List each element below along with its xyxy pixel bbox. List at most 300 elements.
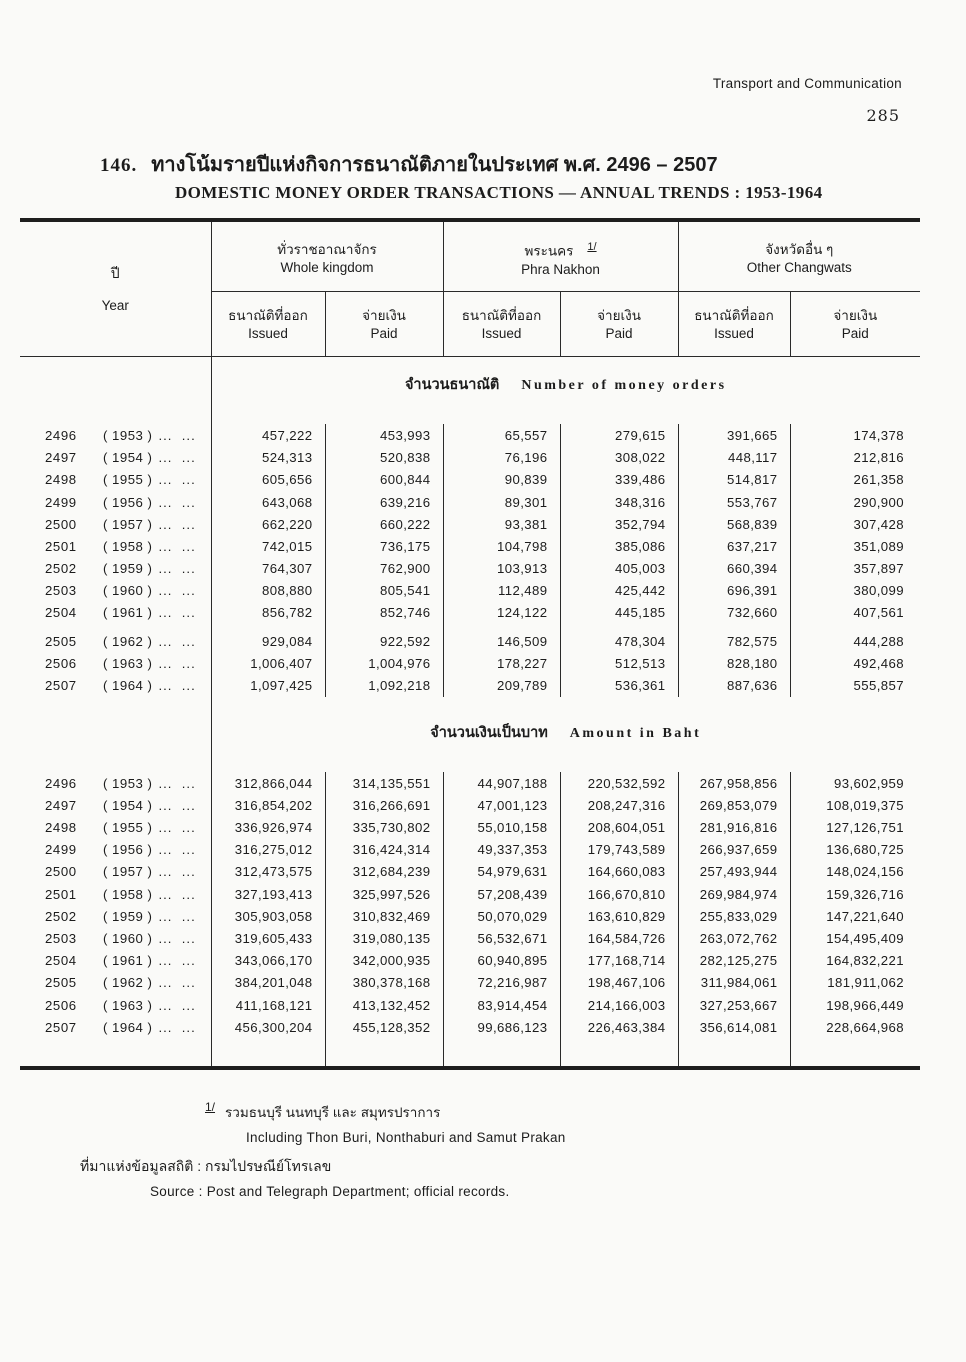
table-row: [20, 469, 920, 491]
year-be: 2507: [45, 1019, 77, 1035]
value-cell: 1,092,218: [325, 675, 443, 697]
spacer-cell: [211, 1038, 325, 1068]
value-cell: 342,000,935: [325, 950, 443, 972]
value-cell: 660,394: [678, 558, 790, 580]
value-cell: 316,266,691: [325, 794, 443, 816]
leader-dots: ... ...: [158, 678, 196, 694]
value-cell: 425,442: [560, 580, 678, 602]
leader-dots: ... ...: [158, 427, 196, 443]
year-ad: ( 1961 ): [103, 953, 153, 969]
subheader-wk-issued: ธนาณัติที่ออก Issued: [211, 291, 325, 356]
value-cell: 198,467,106: [560, 972, 678, 994]
table-title-thai: [100, 148, 718, 180]
subheader-wk-paid: จ่ายเงิน Paid: [325, 291, 443, 356]
year-ad: ( 1959 ): [103, 908, 153, 924]
value-cell: 307,428: [790, 513, 920, 535]
year-cell: [20, 883, 211, 905]
value-cell: 319,605,433: [211, 927, 325, 949]
value-cell: 352,794: [560, 513, 678, 535]
value-cell: 448,117: [678, 447, 790, 469]
year-ad: ( 1963 ): [103, 656, 153, 672]
value-cell: 457,222: [211, 424, 325, 446]
value-cell: 335,730,802: [325, 816, 443, 838]
value-cell: 762,900: [325, 558, 443, 580]
leader-dots: ... ...: [158, 605, 196, 621]
value-cell: 179,743,589: [560, 839, 678, 861]
value-cell: 856,782: [211, 602, 325, 624]
footnote-reference: 1/: [587, 241, 597, 253]
table-row: [20, 861, 920, 883]
value-cell: 312,684,239: [325, 861, 443, 883]
leader-dots: ... ...: [158, 583, 196, 599]
year-ad: ( 1960 ): [103, 930, 153, 946]
table-row: [20, 580, 920, 602]
value-cell: 478,304: [560, 624, 678, 653]
value-cell: 76,196: [443, 447, 560, 469]
value-cell: 325,997,526: [325, 883, 443, 905]
year-ad: ( 1958 ): [103, 886, 153, 902]
value-cell: 553,767: [678, 491, 790, 513]
leader-dots: ... ...: [158, 775, 196, 791]
group-other-changwats-thai: จังหวัดอื่น ๆ: [765, 242, 834, 258]
spacer-cell: [443, 1038, 560, 1068]
year-cell: [20, 469, 211, 491]
year-cell: [20, 447, 211, 469]
value-cell: 852,746: [325, 602, 443, 624]
table-row: [20, 447, 920, 469]
value-cell: 261,358: [790, 469, 920, 491]
section-heading-spacer: [20, 697, 211, 772]
leader-dots: ... ...: [158, 450, 196, 466]
subheader-pn-paid: จ่ายเงิน Paid: [560, 291, 678, 356]
year-be: 2505: [45, 634, 77, 650]
table-title-english: DOMESTIC MONEY ORDER TRANSACTIONS — ANNUAL TRENDS : 1953-1964: [175, 183, 823, 202]
group-header-other-changwats: [678, 220, 920, 291]
value-cell: 1,097,425: [211, 675, 325, 697]
year-ad: ( 1954 ): [103, 450, 153, 466]
leader-dots: ... ...: [158, 538, 196, 554]
value-cell: 696,391: [678, 580, 790, 602]
leader-dots: ... ...: [158, 634, 196, 650]
leader-dots: ... ...: [158, 930, 196, 946]
year-be: 2501: [45, 886, 77, 902]
leader-dots: ... ...: [158, 842, 196, 858]
table-row: [20, 905, 920, 927]
value-cell: 93,602,959: [790, 772, 920, 794]
value-cell: 380,099: [790, 580, 920, 602]
year-ad: ( 1960 ): [103, 583, 153, 599]
title-thai-text: ทางโน้มรายปีแห่งกิจการธนาณัติภายในประเทศ พ.ศ. 2496 – 2507: [151, 154, 718, 176]
value-cell: 311,984,061: [678, 972, 790, 994]
value-cell: 178,227: [443, 653, 560, 675]
value-cell: 55,010,158: [443, 816, 560, 838]
value-cell: 384,201,048: [211, 972, 325, 994]
year-cell: [20, 653, 211, 675]
table-bottom-spacer: [20, 1038, 920, 1068]
value-cell: 316,275,012: [211, 839, 325, 861]
year-header-thai: ปี: [110, 264, 120, 281]
value-cell: 929,084: [211, 624, 325, 653]
value-cell: 166,670,810: [560, 883, 678, 905]
table-row: [20, 602, 920, 624]
leader-dots: ... ...: [158, 797, 196, 813]
value-cell: 385,086: [560, 535, 678, 557]
leader-dots: ... ...: [158, 494, 196, 510]
year-cell: [20, 675, 211, 697]
value-cell: 405,003: [560, 558, 678, 580]
table-row: [20, 772, 920, 794]
value-cell: 922,592: [325, 624, 443, 653]
value-cell: 83,914,454: [443, 994, 560, 1016]
value-cell: 536,361: [560, 675, 678, 697]
table-row: [20, 513, 920, 535]
value-cell: 600,844: [325, 469, 443, 491]
table-row: [20, 950, 920, 972]
value-cell: 266,937,659: [678, 839, 790, 861]
value-cell: 112,489: [443, 580, 560, 602]
value-cell: 316,424,314: [325, 839, 443, 861]
value-cell: 453,993: [325, 424, 443, 446]
value-cell: 127,126,751: [790, 816, 920, 838]
year-cell: [20, 1016, 211, 1038]
value-cell: 736,175: [325, 535, 443, 557]
year-cell: [20, 972, 211, 994]
value-cell: 146,509: [443, 624, 560, 653]
year-cell: [20, 424, 211, 446]
value-cell: 47,001,123: [443, 794, 560, 816]
value-cell: 492,468: [790, 653, 920, 675]
year-be: 2507: [45, 678, 77, 694]
leader-dots: ... ...: [158, 516, 196, 532]
source-thai: ที่มาแห่งข้อมูลสถิติ : กรมไปรษณีย์โทรเลข: [80, 1158, 332, 1174]
year-ad: ( 1959 ): [103, 561, 153, 577]
group-header-row: [20, 220, 920, 291]
table-row: [20, 653, 920, 675]
year-be: 2504: [45, 605, 77, 621]
year-be: 2499: [45, 842, 77, 858]
value-cell: 305,903,058: [211, 905, 325, 927]
year-be: 2501: [45, 538, 77, 554]
value-cell: 808,880: [211, 580, 325, 602]
group-whole-kingdom-english: Whole kingdom: [280, 260, 374, 276]
year-cell: [20, 602, 211, 624]
value-cell: 290,900: [790, 491, 920, 513]
spacer-cell: [678, 1038, 790, 1068]
value-cell: 177,168,714: [560, 950, 678, 972]
value-cell: 351,089: [790, 535, 920, 557]
money-order-table: [20, 218, 920, 1070]
group-header-whole-kingdom: [211, 220, 443, 291]
group-phra-nakhon-english: Phra Nakhon: [521, 261, 600, 277]
value-cell: 732,660: [678, 602, 790, 624]
value-cell: 174,378: [790, 424, 920, 446]
spacer-cell: [790, 1038, 920, 1068]
year-be: 2498: [45, 820, 77, 835]
value-cell: 316,854,202: [211, 794, 325, 816]
year-ad: ( 1956 ): [103, 842, 153, 858]
year-cell: [20, 905, 211, 927]
year-cell: [20, 927, 211, 949]
value-cell: 220,532,592: [560, 772, 678, 794]
value-cell: 90,839: [443, 469, 560, 491]
leader-dots: ... ...: [158, 656, 196, 672]
year-be: 2499: [45, 494, 77, 510]
year-be: 2504: [45, 953, 77, 969]
value-cell: 281,916,816: [678, 816, 790, 838]
year-ad: ( 1962 ): [103, 634, 153, 650]
value-cell: 104,798: [443, 535, 560, 557]
section-heading: [211, 697, 920, 772]
value-cell: 356,614,081: [678, 1016, 790, 1038]
footnote-english: Including Thon Buri, Nonthaburi and Samut Prakan: [246, 1130, 566, 1145]
leader-dots: ... ...: [158, 1019, 196, 1035]
table-row: [20, 994, 920, 1016]
year-column-header: [20, 220, 211, 357]
page-number: 285: [866, 106, 900, 125]
value-cell: 255,833,029: [678, 905, 790, 927]
table-row: [20, 839, 920, 861]
value-cell: 257,493,944: [678, 861, 790, 883]
year-ad: ( 1964 ): [103, 678, 153, 694]
section-heading-row: [20, 697, 920, 772]
value-cell: 164,660,083: [560, 861, 678, 883]
year-be: 2496: [45, 427, 77, 443]
year-be: 2502: [45, 561, 77, 577]
year-be: 2503: [45, 930, 77, 946]
value-cell: 555,857: [790, 675, 920, 697]
table-row: [20, 816, 920, 838]
table-row: [20, 424, 920, 446]
value-cell: 805,541: [325, 580, 443, 602]
year-ad: ( 1954 ): [103, 797, 153, 813]
year-cell: [20, 772, 211, 794]
value-cell: 764,307: [211, 558, 325, 580]
value-cell: 226,463,384: [560, 1016, 678, 1038]
year-be: 2505: [45, 975, 77, 991]
value-cell: 660,222: [325, 513, 443, 535]
subheader-oc-paid: จ่ายเงิน Paid: [790, 291, 920, 356]
year-cell: [20, 491, 211, 513]
chapter-header: Transport and Communication: [712, 76, 902, 91]
year-ad: ( 1962 ): [103, 975, 153, 991]
year-cell: [20, 558, 211, 580]
year-ad: ( 1963 ): [103, 997, 153, 1013]
value-cell: 310,832,469: [325, 905, 443, 927]
year-be: 2503: [45, 583, 77, 599]
year-cell: [20, 816, 211, 838]
value-cell: 208,604,051: [560, 816, 678, 838]
footnote-thai: 1/ รวมธนบุรี นนทบุรี และ สมุทรปราการ: [205, 1100, 441, 1120]
year-ad: ( 1958 ): [103, 538, 153, 554]
value-cell: 312,866,044: [211, 772, 325, 794]
year-be: 2502: [45, 908, 77, 924]
group-phra-nakhon-thai: พระนคร: [524, 243, 574, 259]
year-be: 2497: [45, 450, 77, 466]
year-cell: [20, 535, 211, 557]
value-cell: 639,216: [325, 491, 443, 513]
table-row: [20, 927, 920, 949]
value-cell: 136,680,725: [790, 839, 920, 861]
value-cell: 568,839: [678, 513, 790, 535]
year-ad: ( 1957 ): [103, 864, 153, 880]
year-be: 2497: [45, 797, 77, 813]
value-cell: 93,381: [443, 513, 560, 535]
year-ad: ( 1957 ): [103, 516, 153, 532]
value-cell: 643,068: [211, 491, 325, 513]
section-heading-thai: จำนวนเงินเป็นบาท: [430, 725, 548, 742]
table-row: [20, 1016, 920, 1038]
table-body: [20, 357, 920, 1068]
year-be: 2500: [45, 516, 77, 532]
value-cell: 279,615: [560, 424, 678, 446]
group-other-changwats-english: Other Changwats: [746, 260, 852, 276]
value-cell: 327,193,413: [211, 883, 325, 905]
table-row: [20, 794, 920, 816]
value-cell: 57,208,439: [443, 883, 560, 905]
value-cell: 164,832,221: [790, 950, 920, 972]
value-cell: 1,006,407: [211, 653, 325, 675]
value-cell: 343,066,170: [211, 950, 325, 972]
footnote-mark: 1/: [205, 1100, 216, 1114]
year-be: 2496: [45, 775, 77, 791]
section-heading-spacer: [20, 357, 211, 425]
year-cell: [20, 839, 211, 861]
value-cell: 312,473,575: [211, 861, 325, 883]
section-heading-row: [20, 357, 920, 425]
value-cell: 65,557: [443, 424, 560, 446]
value-cell: 124,122: [443, 602, 560, 624]
subheader-pn-issued: ธนาณัติที่ออก Issued: [443, 291, 560, 356]
subheader-oc-issued: ธนาณัติที่ออก Issued: [678, 291, 790, 356]
year-ad: ( 1956 ): [103, 494, 153, 510]
table-row: [20, 675, 920, 697]
value-cell: 212,816: [790, 447, 920, 469]
leader-dots: ... ...: [158, 953, 196, 969]
value-cell: 520,838: [325, 447, 443, 469]
value-cell: 605,656: [211, 469, 325, 491]
year-be: 2506: [45, 656, 77, 672]
spacer-cell: [325, 1038, 443, 1068]
value-cell: 380,378,168: [325, 972, 443, 994]
value-cell: 164,584,726: [560, 927, 678, 949]
leader-dots: ... ...: [158, 886, 196, 902]
table-row: [20, 535, 920, 557]
value-cell: 103,913: [443, 558, 560, 580]
year-cell: [20, 950, 211, 972]
value-cell: 148,024,156: [790, 861, 920, 883]
table-row: [20, 883, 920, 905]
table-row: [20, 491, 920, 513]
group-header-phra-nakhon: [443, 220, 678, 291]
source-english: Source : Post and Telegraph Department; official records.: [150, 1184, 510, 1199]
value-cell: 348,316: [560, 491, 678, 513]
section-heading-english: Amount in Baht: [569, 726, 702, 742]
value-cell: 308,022: [560, 447, 678, 469]
value-cell: 72,216,987: [443, 972, 560, 994]
year-cell: [20, 580, 211, 602]
year-be: 2506: [45, 997, 77, 1013]
value-cell: 282,125,275: [678, 950, 790, 972]
value-cell: 208,247,316: [560, 794, 678, 816]
value-cell: 662,220: [211, 513, 325, 535]
value-cell: 455,128,352: [325, 1016, 443, 1038]
year-be: 2500: [45, 864, 77, 880]
leader-dots: ... ...: [158, 472, 196, 488]
year-cell: [20, 513, 211, 535]
value-cell: 637,217: [678, 535, 790, 557]
value-cell: 163,610,829: [560, 905, 678, 927]
leader-dots: ... ...: [158, 975, 196, 991]
value-cell: 782,575: [678, 624, 790, 653]
leader-dots: ... ...: [158, 908, 196, 924]
value-cell: 269,984,974: [678, 883, 790, 905]
value-cell: 54,979,631: [443, 861, 560, 883]
value-cell: 407,561: [790, 602, 920, 624]
value-cell: 327,253,667: [678, 994, 790, 1016]
year-cell: [20, 861, 211, 883]
spacer-cell: [20, 1038, 211, 1068]
value-cell: 314,135,551: [325, 772, 443, 794]
value-cell: 56,532,671: [443, 927, 560, 949]
leader-dots: ... ...: [158, 997, 196, 1013]
value-cell: 44,907,188: [443, 772, 560, 794]
value-cell: 512,513: [560, 653, 678, 675]
value-cell: 357,897: [790, 558, 920, 580]
value-cell: 445,185: [560, 602, 678, 624]
value-cell: 336,926,974: [211, 816, 325, 838]
table-row: [20, 624, 920, 653]
section-heading-english: Number of money orders: [521, 378, 727, 394]
leader-dots: ... ...: [158, 864, 196, 880]
table-row: [20, 558, 920, 580]
leader-dots: ... ...: [158, 820, 196, 835]
value-cell: 181,911,062: [790, 972, 920, 994]
year-header-english: Year: [101, 297, 129, 313]
year-cell: [20, 794, 211, 816]
value-cell: 413,132,452: [325, 994, 443, 1016]
table-number: 146.: [100, 155, 138, 176]
year-ad: ( 1955 ): [103, 472, 153, 488]
value-cell: 263,072,762: [678, 927, 790, 949]
value-cell: 411,168,121: [211, 994, 325, 1016]
value-cell: 887,636: [678, 675, 790, 697]
value-cell: 214,166,003: [560, 994, 678, 1016]
value-cell: 108,019,375: [790, 794, 920, 816]
value-cell: 339,486: [560, 469, 678, 491]
table-row: [20, 972, 920, 994]
value-cell: 159,326,716: [790, 883, 920, 905]
value-cell: 209,789: [443, 675, 560, 697]
value-cell: 524,313: [211, 447, 325, 469]
year-cell: [20, 624, 211, 653]
table-header: [20, 220, 920, 357]
year-cell: [20, 994, 211, 1016]
value-cell: 514,817: [678, 469, 790, 491]
value-cell: 99,686,123: [443, 1016, 560, 1038]
value-cell: 198,966,449: [790, 994, 920, 1016]
value-cell: 319,080,135: [325, 927, 443, 949]
value-cell: 456,300,204: [211, 1016, 325, 1038]
value-cell: 147,221,640: [790, 905, 920, 927]
year-ad: ( 1953 ): [103, 775, 153, 791]
value-cell: 267,958,856: [678, 772, 790, 794]
value-cell: 50,070,029: [443, 905, 560, 927]
year-ad: ( 1961 ): [103, 605, 153, 621]
value-cell: 89,301: [443, 491, 560, 513]
value-cell: 269,853,079: [678, 794, 790, 816]
value-cell: 49,337,353: [443, 839, 560, 861]
value-cell: 1,004,976: [325, 653, 443, 675]
